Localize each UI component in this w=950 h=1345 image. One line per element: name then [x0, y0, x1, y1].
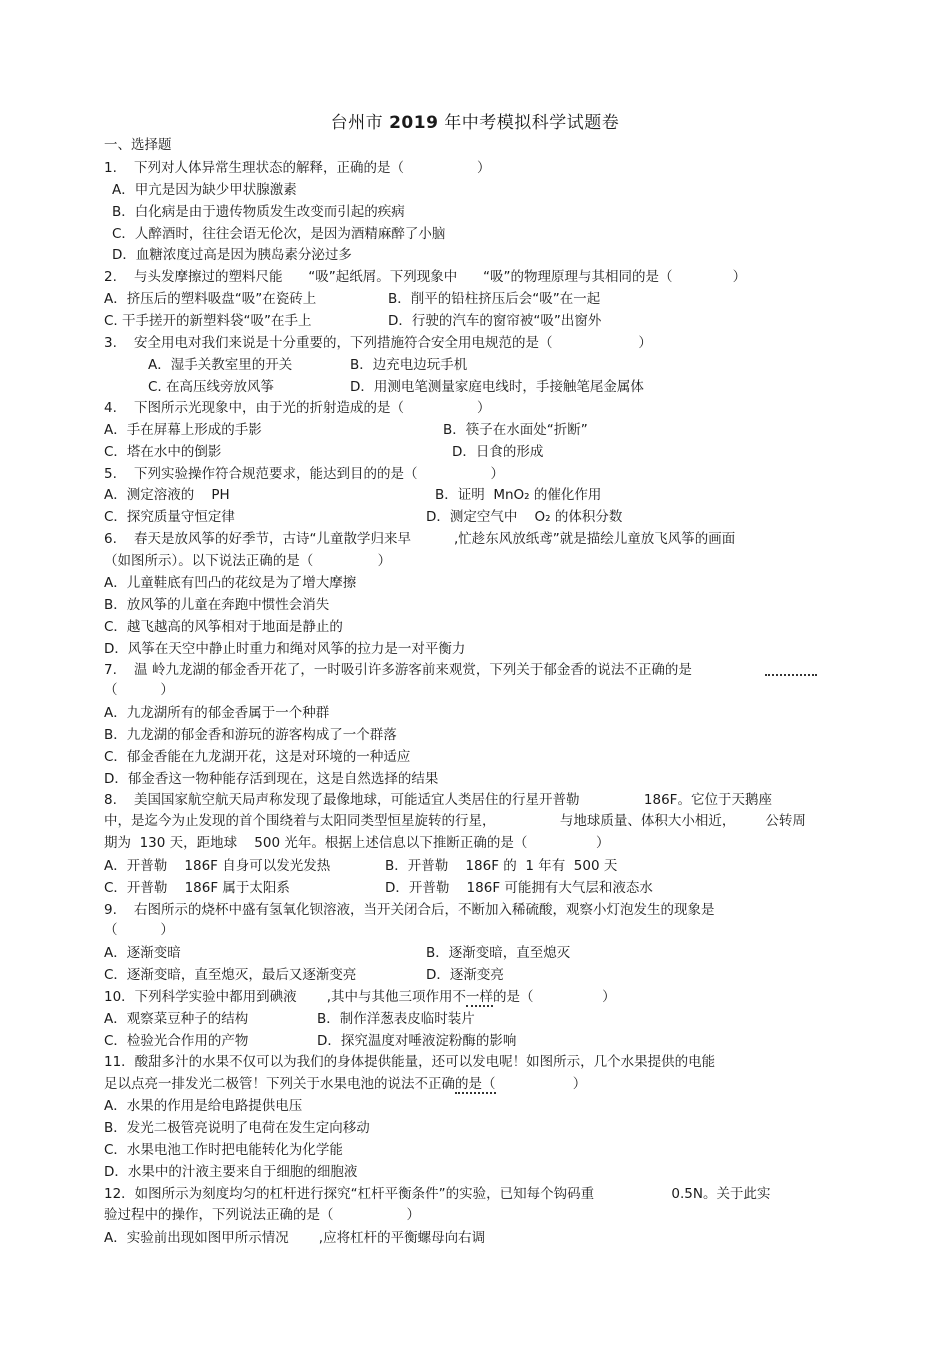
question-12-cont: 验过程中的操作，下列说法正确的是（ ） [104, 1207, 420, 1223]
section-heading: 一、选择题 [104, 137, 172, 153]
option-1c: C．人醉酒时，往往会语无伦次，是因为酒精麻醉了小脑 [112, 226, 446, 242]
option-3c: C. 在高压线旁放风筝 [148, 379, 275, 395]
page-title: 台州市 2019 年中考模拟科学试题卷 [330, 113, 620, 133]
option-9b: B．逐渐变暗，直至熄灭 [426, 945, 571, 961]
option-2c: C. 干手搓开的新塑料袋“吸”在手上 [104, 313, 312, 329]
option-5b: B．证明 MnO₂ 的催化作用 [435, 487, 602, 503]
option-7d: D．郁金香这一物种能存活到现在，这是自然选择的结果 [104, 771, 439, 787]
question-10: 10．下列科学实验中都用到碘液 ,其中与其他三项作用不一样的是（ ） [104, 989, 616, 1005]
question-6: 6. 春天是放风筝的好季节，古诗“儿童散学归来早 ,忙趁东风放纸鸢”就是描绘儿童放飞风筝的画面 [104, 531, 736, 547]
option-8c: C．开普勒 186F 属于太阳系 [104, 880, 290, 896]
option-1d: D．血糖浓度过高是因为胰岛素分泌过多 [112, 247, 352, 263]
option-4d: D．日食的形成 [452, 444, 544, 460]
option-9a: A．逐渐变暗 [104, 945, 181, 961]
option-11a: A．水果的作用是给电路提供电压 [104, 1098, 303, 1114]
option-2d: D．行驶的汽车的窗帘被“吸”出窗外 [388, 313, 602, 329]
question-7: 7. 温 岭九龙湖的郁金香开花了，一时吸引许多游客前来观赏，下列关于郁金香的说法不正确的是 [104, 662, 692, 678]
option-5d: D．测定空气中 O₂ 的体积分数 [426, 509, 623, 525]
question-9-cont: （ ） [104, 922, 174, 938]
option-1b: B．白化病是由于遗传物质发生改变而引起的疾病 [112, 204, 405, 220]
option-6b: B．放风筝的儿童在奔跑中惯性会消失 [104, 597, 330, 613]
option-1a: A．甲亢是因为缺少甲状腺激素 [112, 182, 297, 198]
option-7b: B．九龙湖的郁金香和游玩的游客构成了一个群落 [104, 727, 397, 743]
option-2a: A．挤压后的塑料吸盘“吸”在瓷砖上 [104, 291, 317, 307]
option-11c: C．水果电池工作时把电能转化为化学能 [104, 1142, 343, 1158]
question-6-cont: （如图所示）。以下说法正确的是（ ） [104, 553, 392, 569]
option-10d: D．探究温度对唾液淀粉酶的影响 [317, 1033, 517, 1049]
question-7-cont: （ ） [104, 682, 174, 698]
option-8b: B．开普勒 186F 的 1 年有 500 天 [385, 858, 618, 874]
option-3b: B．边充电边玩手机 [350, 357, 468, 373]
option-5c: C．探究质量守恒定律 [104, 509, 235, 525]
option-4a: A．手在屏幕上形成的手影 [104, 422, 262, 438]
option-12a: A．实验前出现如图甲所示情况 ,应将杠杆的平衡螺母向右调 [104, 1230, 486, 1246]
question-12: 12．如图所示为刻度均匀的杠杆进行探究“杠杆平衡条件”的实验，已知每个钩码重 0.5N。关于此实 [104, 1186, 771, 1202]
option-10c: C．检验光合作用的产物 [104, 1033, 249, 1049]
question-11-cont: 足以点亮一排发光二极管！下列关于水果电池的说法不正确的是（ ） [104, 1076, 587, 1092]
question-8-cont: 中，是迄今为止发现的首个围绕着与太阳同类型恒星旋转的行星， 与地球质量、体积大小相近， 公转周 [104, 813, 806, 829]
option-11b: B．发光二极管亮说明了电荷在发生定向移动 [104, 1120, 370, 1136]
option-3d: D．用测电笔测量家庭电线时，手接触笔尾金属体 [350, 379, 644, 395]
option-6d: D．风筝在天空中静止时重力和绳对风筝的拉力是一对平衡力 [104, 641, 466, 657]
option-9c: C．逐渐变暗，直至熄灭，最后又逐渐变亮 [104, 967, 357, 983]
question-11: 11．酸甜多汁的水果不仅可以为我们的身体提供能量，还可以发电呢！如图所示，几个水果提供的电能 [104, 1054, 716, 1070]
option-10b: B．制作洋葱表皮临时装片 [317, 1011, 475, 1027]
option-2b: B．削平的铅柱挤压后会“吸”在一起 [388, 291, 601, 307]
question-2: 2. 与头发摩擦过的塑料尺能 “吸”起纸屑。下列现象中 “吸”的物理原理与其相同的是（ ） [104, 269, 747, 285]
option-10a: A．观察菜豆种子的结构 [104, 1011, 249, 1027]
question-5: 5. 下列实验操作符合规范要求，能达到目的的是（ ） [104, 466, 504, 482]
question-1: 1. 下列对人体异常生理状态的解释，正确的是（ ） [104, 160, 491, 176]
option-7a: A．九龙湖所有的郁金香属于一个种群 [104, 705, 330, 721]
option-6c: C．越飞越高的风筝相对于地面是静止的 [104, 619, 343, 635]
question-8-cont2: 期为 130 天，距地球 500 光年。根据上述信息以下推断正确的是（ ） [104, 835, 610, 851]
option-3a: A．湿手关教室里的开关 [148, 357, 293, 373]
option-8d: D．开普勒 186F 可能拥有大气层和液态水 [385, 880, 653, 896]
option-4b: B．筷子在水面处“折断” [443, 422, 588, 438]
option-8a: A．开普勒 186F 自身可以发光发热 [104, 858, 331, 874]
question-8: 8. 美国国家航空航天局声称发现了最像地球，可能适宜人类居住的行星开普勒 186F。它位于天鹅座 [104, 792, 772, 808]
question-9: 9. 右图所示的烧杯中盛有氢氧化钡溶液，当开关闭合后，不断加入稀硫酸，观察小灯泡发生的现象是 [104, 902, 715, 918]
dotted-mark [765, 660, 817, 676]
option-5a: A．测定溶液的 PH [104, 487, 230, 503]
option-6a: A．儿童鞋底有凹凸的花纹是为了增大摩擦 [104, 575, 357, 591]
option-7c: C．郁金香能在九龙湖开花，这是对环境的一种适应 [104, 749, 411, 765]
question-3: 3. 安全用电对我们来说是十分重要的，下列措施符合安全用电规范的是（ ） [104, 335, 652, 351]
option-11d: D．水果中的汁液主要来自于细胞的细胞液 [104, 1164, 358, 1180]
option-9d: D．逐渐变亮 [426, 967, 504, 983]
option-4c: C．塔在水中的倒影 [104, 444, 222, 460]
question-4: 4. 下图所示光现象中，由于光的折射造成的是（ ） [104, 400, 491, 416]
